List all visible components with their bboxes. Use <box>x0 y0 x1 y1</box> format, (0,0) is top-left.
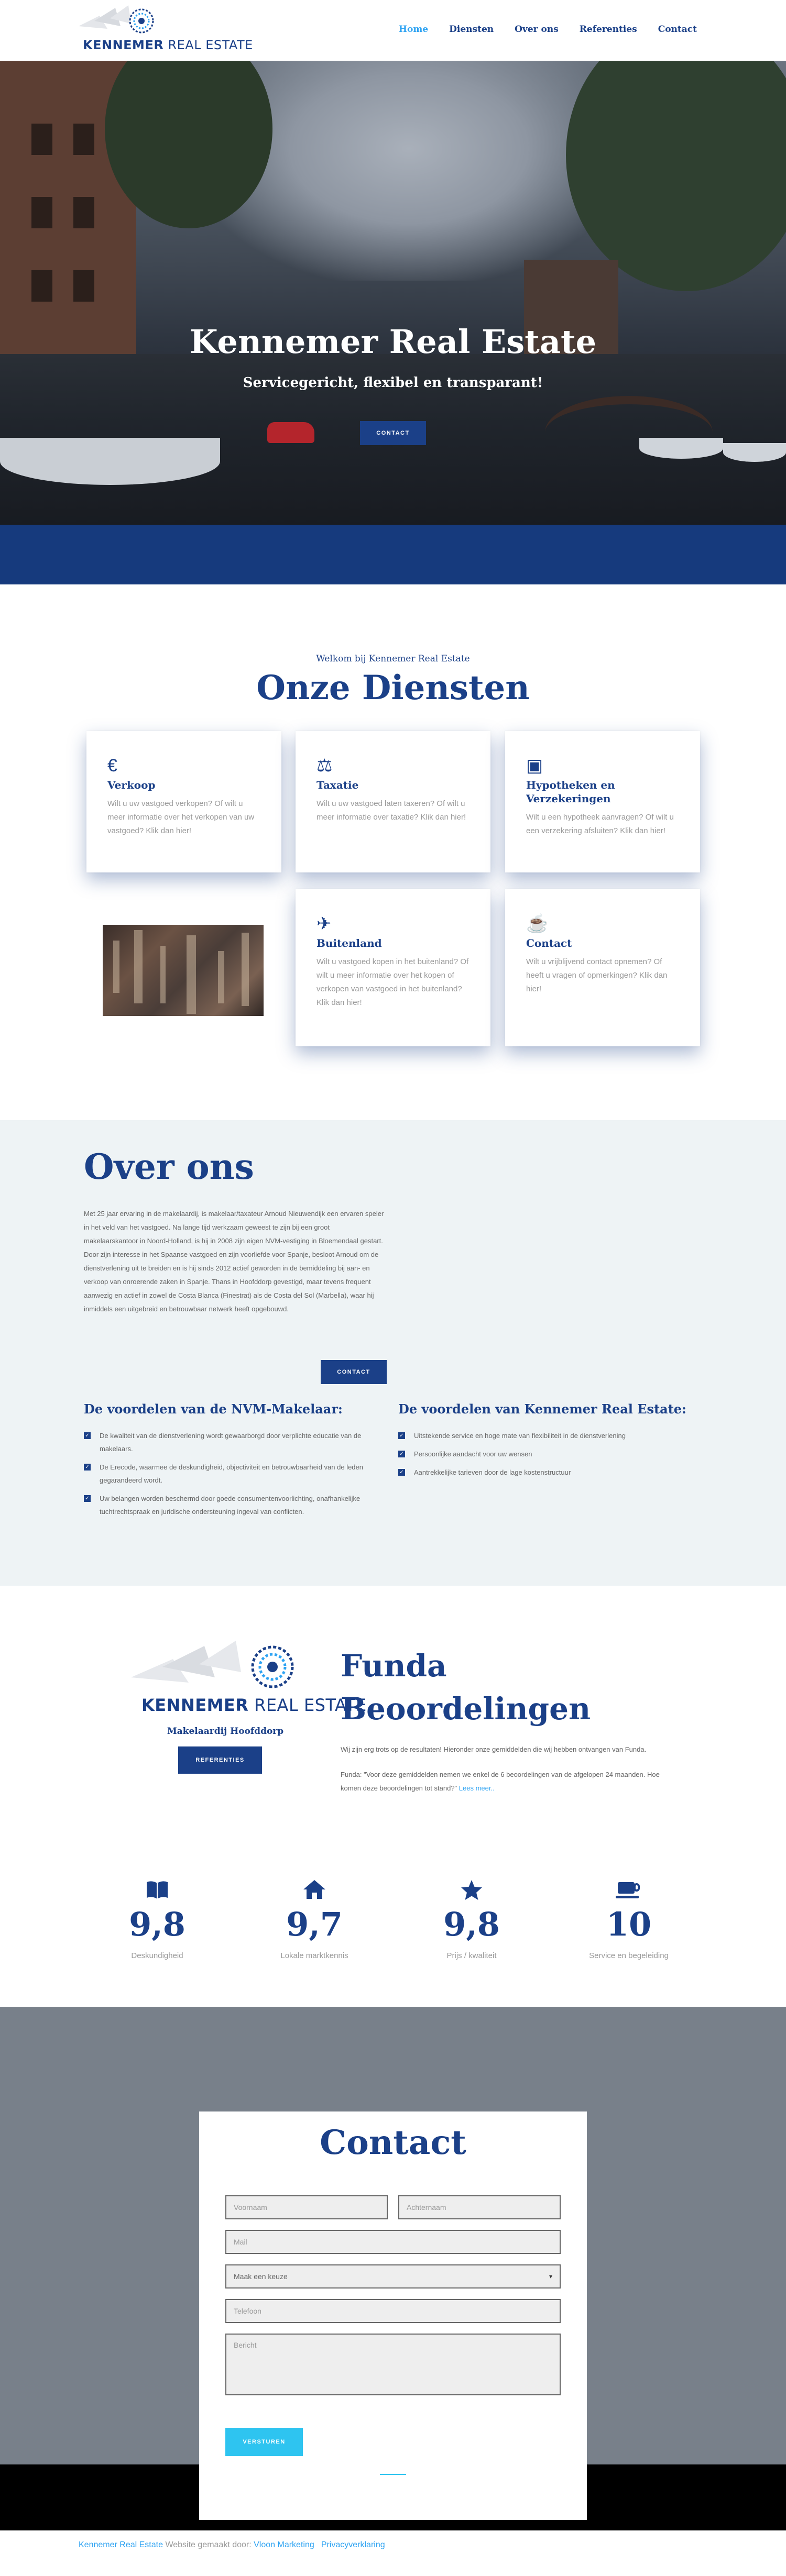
site-logo[interactable] <box>79 5 253 56</box>
service-card-title: Contact <box>526 937 572 949</box>
service-card-text: Wilt u een hypotheek aanvragen? Of wilt u een verzekering afsluiten? Klik dan hier! <box>526 813 674 835</box>
diensten-title: Onze Diensten <box>256 668 530 707</box>
diensten-section <box>0 584 786 1120</box>
footer-company-link[interactable]: Kennemer Real Estate <box>79 2540 163 2549</box>
contact-form-card <box>199 2111 587 2520</box>
checkbox-icon: ✓ <box>398 1469 405 1476</box>
funda-text: Wij zijn erg trots op de resultaten! Hieronder onze gemiddelden die wij hebben ontvangen van Funda. Funda: "Voor deze gemiddelden nemen we enkel de 6 beoordelingen van de afgelopen 24 maanden. Hoe komen deze beoordelingen tot stand?" Lees meer.. <box>341 1745 660 1792</box>
service-card-title: Taxatie <box>316 779 359 791</box>
list-item: ✓ Uitstekende service en hoge mate van flexibiliteit in de dienstverlening <box>398 1429 713 1442</box>
nav-diensten[interactable]: Diensten <box>449 24 494 35</box>
message-field[interactable]: Bericht <box>225 2334 561 2395</box>
checkbox-icon: ✓ <box>84 1432 91 1439</box>
service-card-title: Buitenland <box>316 937 382 949</box>
service-card-text: Wilt u uw vastgoed laten taxeren? Of wilt u meer informatie over taxatie? Klik dan hier! <box>316 799 466 822</box>
main-nav <box>399 24 697 35</box>
list-item: ✓ Persoonlijke aandacht voor uw wensen <box>398 1447 713 1461</box>
nvm-benefits-title: De voordelen van de NVM-Makelaar: <box>84 1401 343 1417</box>
divider <box>380 2474 406 2475</box>
id-card-icon: ▣ <box>526 756 543 776</box>
logo-tagline: Makelaardij Hoofddorp <box>167 1726 284 1737</box>
hero-subtitle: Servicegericht, flexibel en transparant! <box>243 375 543 391</box>
contact-title: Contact <box>320 2123 466 2162</box>
checkbox-icon: ✓ <box>398 1451 405 1457</box>
list-item: ✓ Uw belangen worden beschermd door goede consumentenvoorlichting, onafhankelijke tuchtrechtspraak en juridische ondersteuning ingeval van conflicten. <box>84 1492 388 1518</box>
last-name-field[interactable]: Achternaam <box>398 2195 561 2219</box>
over-ons-title: Over ons <box>84 1146 254 1187</box>
stat-lokale-marktkennis: 9,7 Lokale marktkennis <box>252 1879 377 1960</box>
send-button[interactable]: VERSTUREN <box>225 2428 303 2456</box>
hero-section <box>0 61 786 525</box>
nav-referenties[interactable]: Referenties <box>579 24 637 35</box>
footer-separator: | <box>316 2540 319 2549</box>
kre-benefits-title: De voordelen van Kennemer Real Estate: <box>398 1401 686 1417</box>
hero-boat <box>723 443 786 462</box>
list-item: ✓ Aantrekkelijke tarieven door de lage kostenstructuur <box>398 1466 713 1479</box>
over-ons-section <box>0 1120 786 1586</box>
service-card-verkoop[interactable] <box>86 731 281 872</box>
first-name-field[interactable]: Voornaam <box>225 2195 388 2219</box>
read-more-link[interactable]: Lees meer.. <box>458 1784 495 1792</box>
hero-title: Kennemer Real Estate <box>189 323 597 361</box>
service-card-title: Verkoop <box>107 779 156 791</box>
nvm-benefits-list <box>84 1429 388 1523</box>
choice-select[interactable] <box>225 2264 561 2288</box>
hero-window <box>73 270 94 302</box>
hero-window <box>73 197 94 228</box>
service-card-taxatie[interactable] <box>296 731 490 872</box>
list-item: ✓ De kwaliteit van de dienstverlening wordt gewaarborgd door verplichte educatie van de makelaars. <box>84 1429 388 1455</box>
list-item: ✓ De Erecode, waarmee de deskundigheid, objectiviteit en betrouwbaarheid van de leden gegarandeerd wordt. <box>84 1461 388 1487</box>
stat-prijs-kwaliteit: 9,8 Prijs / kwaliteit <box>409 1879 534 1960</box>
kre-benefits-list <box>398 1429 713 1484</box>
city-image <box>103 925 264 1016</box>
service-card-buitenland[interactable] <box>296 889 490 1046</box>
footer-made-by-label: Website gemaakt door: <box>165 2540 252 2549</box>
scale-icon: ⚖ <box>316 756 333 776</box>
site-header <box>0 0 786 61</box>
phone-field[interactable]: Telefoon <box>225 2299 561 2323</box>
hero-window <box>31 197 52 228</box>
footer-agency-link[interactable]: Vloon Marketing <box>254 2540 314 2549</box>
hero-boat <box>639 438 723 459</box>
nav-contact[interactable]: Contact <box>658 24 697 35</box>
funda-section <box>0 1586 786 2007</box>
coffee-cup-icon: ☕ <box>526 914 549 934</box>
airplane-icon: ✈ <box>316 914 332 934</box>
hero-boat <box>0 438 220 485</box>
hero-car <box>267 422 314 443</box>
contact-section <box>0 2007 786 2530</box>
stat-deskundigheid: 9,8 Deskundigheid <box>94 1879 220 1960</box>
book-icon <box>94 1879 220 1903</box>
service-card-text: Wilt u vastgoed kopen in het buitenland? Of wilt u meer informatie over het kopen of verkopen van vastgoed in het buitenland? Klik dan hier! <box>316 957 469 1007</box>
nav-home[interactable]: Home <box>398 24 429 35</box>
hero-window <box>31 124 52 155</box>
coffee-cup-icon <box>566 1879 692 1903</box>
over-ons-contact-button[interactable]: CONTACT <box>321 1360 387 1384</box>
hero-contact-button[interactable]: CONTACT <box>360 421 426 445</box>
email-field[interactable]: Mail <box>225 2230 561 2254</box>
service-card-text: Wilt u uw vastgoed verkopen? Of wilt u meer informatie over het verkopen van uw vastgoed? Klik dan hier! <box>107 799 255 835</box>
footer-privacy-link[interactable]: Privacyverklaring <box>321 2540 385 2549</box>
logo-fan-graphic <box>79 5 157 37</box>
over-ons-text: Met 25 jaar ervaring in de makelaardij, is makelaar/taxateur Arnoud Nieuwendijk een ervaren speler in het veld van het vastgoed. Na lange tijd werkzaam geweest te zijn bij een groot makelaarskantoor in Noord-Holland, is hij in 2008 zijn eigen NVM-vestiging in Bloemendaal gestart. Door zijn interesse in het Spaanse vastgoed en zijn voorliefde voor Spanje, besloot Arnoud om de dienstverlening uit te breiden en is hij sinds 2012 actief geworden in de bemiddeling bij aan- en verkoop van onroerende zaken in Spanje. Thans in Hoofddorp gevestigd, maar tevens frequent aanwezig en actief in zowel de Costa Blanca (Finestrat) als de Costa del Sol (Marbella), waar hij inmiddels een uitgebreid en betrouwbaar netwerk heeft opgebouwd. <box>84 1210 384 1313</box>
welcome-text: Welkom bij Kennemer Real Estate <box>316 654 470 664</box>
footer-credits <box>79 2540 385 2550</box>
home-icon <box>252 1879 377 1903</box>
service-card-hypotheken[interactable] <box>505 731 700 872</box>
logo-text: KENNEMER REAL ESTATE <box>83 38 253 52</box>
service-card-contact[interactable] <box>505 889 700 1046</box>
hero-window <box>31 270 52 302</box>
checkbox-icon: ✓ <box>84 1464 91 1471</box>
select-value: Maak een keuze <box>234 2272 288 2281</box>
hero-band <box>0 525 786 584</box>
service-card-text: Wilt u vrijblijvend contact opnemen? Of heeft u vragen of opmerkingen? Klik dan hier! <box>526 957 668 993</box>
service-card-title: Hypotheken en Verzekeringen <box>526 779 615 805</box>
checkbox-icon: ✓ <box>398 1432 405 1439</box>
star-icon <box>409 1879 534 1903</box>
logo-text: KENNEMER REAL ESTATE <box>141 1695 367 1715</box>
funda-logo <box>131 1641 367 1719</box>
referenties-button[interactable]: REFERENTIES <box>178 1746 262 1774</box>
hero-window <box>73 124 94 155</box>
nav-over-ons[interactable]: Over ons <box>515 24 559 35</box>
checkbox-icon: ✓ <box>84 1495 91 1502</box>
euro-icon: € <box>107 756 117 776</box>
logo-fan-graphic <box>131 1641 320 1693</box>
chevron-down-icon: ▾ <box>549 2273 552 2280</box>
funda-title: Funda Beoordelingen <box>341 1648 591 1727</box>
stat-service-begeleiding: 10 Service en begeleiding <box>566 1879 692 1960</box>
